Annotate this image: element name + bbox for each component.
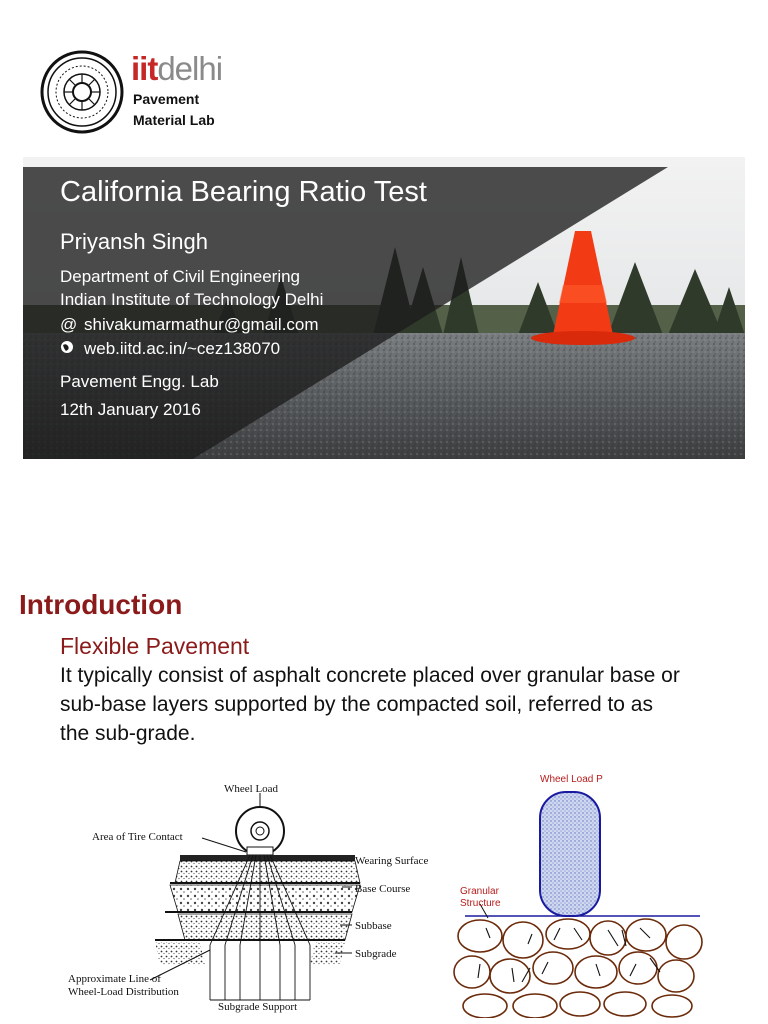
website-url[interactable]: web.iitd.ac.in/~cez138070 [84, 339, 281, 358]
lab-name-line2: Material Lab [133, 112, 215, 128]
email-line [60, 315, 319, 335]
section-subheading: Flexible Pavement [60, 633, 250, 659]
wearing-surface-label: Wearing Surface [355, 855, 429, 867]
wheel-load-label: Wheel Load [224, 783, 279, 795]
website-line [60, 339, 280, 359]
granular-label-2: Structure [460, 898, 501, 909]
approx-line-label-1: Approximate Line of [68, 973, 161, 985]
email-address[interactable]: shivakumarmathur@gmail.com [84, 315, 319, 334]
lab-text: Pavement Engg. Lab [60, 372, 219, 391]
wheel-load-distribution-figure [60, 775, 450, 1020]
brand-delhi: delhi [157, 50, 223, 87]
brand-iit: iit [131, 50, 158, 87]
iit-delhi-seal-logo [40, 50, 124, 134]
department-text: Department of Civil Engineering [60, 267, 301, 286]
subgrade-label: Subgrade [355, 948, 397, 960]
author-name: Priyansh Singh [60, 229, 208, 254]
globe-icon [60, 339, 84, 359]
iitdelhi-wordmark [131, 52, 222, 85]
section-heading: Introduction [19, 589, 183, 620]
presentation-title: California Bearing Ratio Test [60, 176, 427, 208]
subbase-label: Subbase [355, 920, 392, 932]
granular-structure-figure [450, 768, 710, 1018]
approx-line-label-2: Wheel-Load Distribution [68, 986, 179, 998]
date-text: 12th January 2016 [60, 400, 201, 419]
subgrade-support-label: Subgrade Support [218, 1001, 298, 1013]
tire-contact-label: Area of Tire Contact [92, 831, 183, 843]
lab-name-line1: Pavement [133, 91, 200, 107]
institute-text: Indian Institute of Technology Delhi [60, 290, 324, 309]
section-body-text: It typically consist of asphalt concrete placed over granular base or sub-base layers supported by the compacted soil, referred to as the sub-grade. [60, 664, 680, 745]
base-course-label: Base Course [355, 883, 411, 895]
granular-label-1: Granular [460, 886, 499, 897]
wheel-load-p-label: Wheel Load P [540, 774, 603, 785]
at-icon: @ [60, 315, 78, 334]
